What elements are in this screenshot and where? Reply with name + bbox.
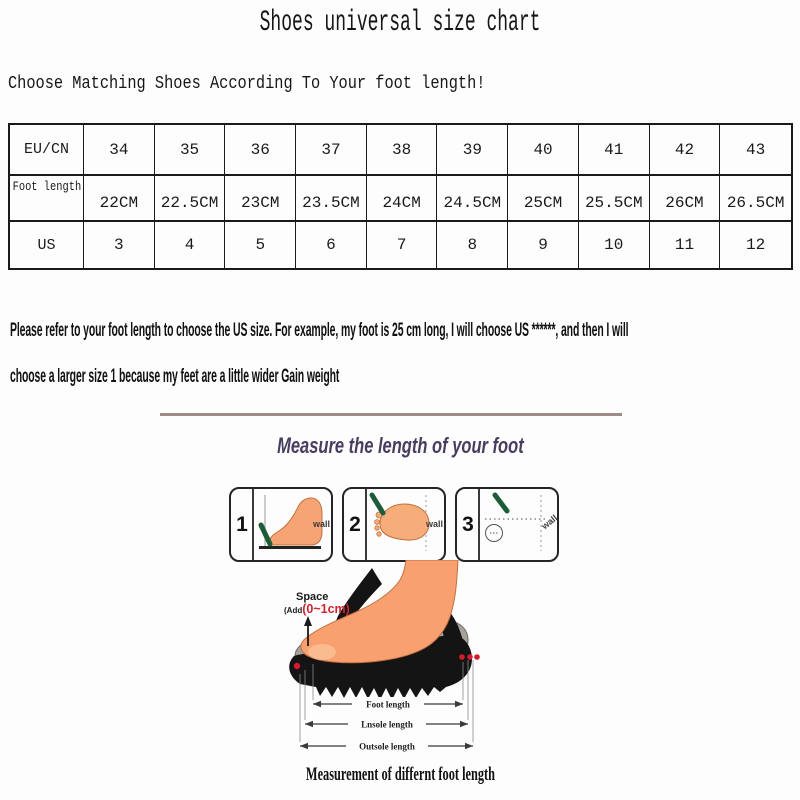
step-number: 2 — [349, 512, 361, 536]
table-cell: 25.5CM — [579, 176, 650, 222]
table-cell: 8 — [437, 222, 508, 268]
measure-steps — [229, 487, 559, 562]
table-cell: 35 — [155, 125, 226, 176]
heel-marker-dot — [467, 654, 473, 660]
table-cell: 42 — [650, 125, 721, 176]
pen-icon — [372, 495, 383, 513]
toe-marker-dot — [294, 663, 300, 669]
table-cell: 39 — [437, 125, 508, 176]
wall-label: wall — [425, 519, 443, 529]
table-cell: 23.5CM — [296, 176, 367, 222]
pen-icon — [495, 495, 507, 511]
foot-length-label: Foot length — [366, 699, 410, 710]
table-cell: 34 — [84, 125, 155, 176]
table-cell: 26CM — [650, 176, 721, 222]
toe — [375, 520, 380, 525]
table-cell: 22CM — [84, 176, 155, 222]
insole-length-arrow — [305, 717, 468, 730]
table-cell: 26.5CM — [720, 176, 791, 222]
table-cell: 40 — [508, 125, 579, 176]
size-table — [8, 123, 793, 270]
bottom-caption: Measurement of differnt foot length — [305, 764, 495, 785]
table-cell: 24.5CM — [437, 176, 508, 222]
table-cell: 22.5CM — [155, 176, 226, 222]
page-title: Shoes universal size chart — [259, 6, 541, 40]
table-cell: 41 — [579, 125, 650, 176]
toe — [375, 526, 379, 530]
toe — [377, 532, 381, 536]
table-row-label-text: US — [37, 236, 56, 254]
subtitle-text: Choose Matching Shoes According To Your foot length! — [8, 74, 486, 94]
section-divider — [160, 413, 622, 416]
insole-length-label: Lnsole length — [361, 719, 413, 730]
table-cell: 37 — [296, 125, 367, 176]
table-row-label — [10, 222, 84, 268]
table-cell: 4 — [155, 222, 226, 268]
table-row-label-text: EU/CN — [23, 141, 69, 158]
outsole-length-label: Outsole length — [359, 741, 415, 752]
table-cell: 11 — [650, 222, 721, 268]
heel-marker-dot — [459, 654, 465, 660]
footprint-shape — [380, 504, 429, 540]
table-row-label-text: Foot length — [12, 179, 81, 194]
table-cell: 3 — [84, 222, 155, 268]
step-number: 1 — [236, 512, 248, 536]
foot-length-arrow — [313, 697, 463, 710]
add-label: (Add(0~1cm) — [284, 602, 350, 616]
table-cell: 5 — [225, 222, 296, 268]
measure-step-3 — [455, 487, 559, 562]
wall-label: wall — [539, 512, 560, 532]
foot-measurement-diagram — [280, 560, 490, 760]
table-cell: 36 — [225, 125, 296, 176]
table-cell: 9 — [508, 222, 579, 268]
measure-step-1 — [229, 487, 333, 562]
outsole-length-arrow — [300, 739, 473, 752]
table-cell: 7 — [367, 222, 438, 268]
table-cell: 12 — [746, 236, 766, 254]
table-cell: 23CM — [225, 176, 296, 222]
table-row-label — [10, 125, 84, 176]
measure-heading: Measure the length of your foot — [276, 433, 524, 458]
table-cell: 43 — [720, 125, 791, 176]
ground-line — [259, 546, 321, 549]
space-label: Space — [296, 591, 329, 603]
space-arrow-head — [304, 616, 312, 626]
toe-highlight — [308, 644, 336, 660]
table-cell: 10 — [579, 222, 650, 268]
measure-step-2 — [342, 487, 446, 562]
wall-label: wall — [312, 519, 330, 529]
step-number: 3 — [462, 512, 474, 536]
table-cell: 25CM — [508, 176, 579, 222]
heel-marker-dot — [474, 654, 480, 660]
table-cell: 6 — [296, 222, 367, 268]
subtitle — [8, 74, 485, 94]
table-cell: 38 — [367, 125, 438, 176]
note-line-1: Please refer to your foot length to choose the US size. For example, my foot is 25 cm long, I will choose US ******, and then I will — [10, 320, 629, 341]
table-row-label — [10, 176, 84, 222]
note-line-2: choose a larger size 1 because my feet are a little wider Gain weight — [10, 366, 340, 387]
table-cell: 24CM — [367, 176, 438, 222]
